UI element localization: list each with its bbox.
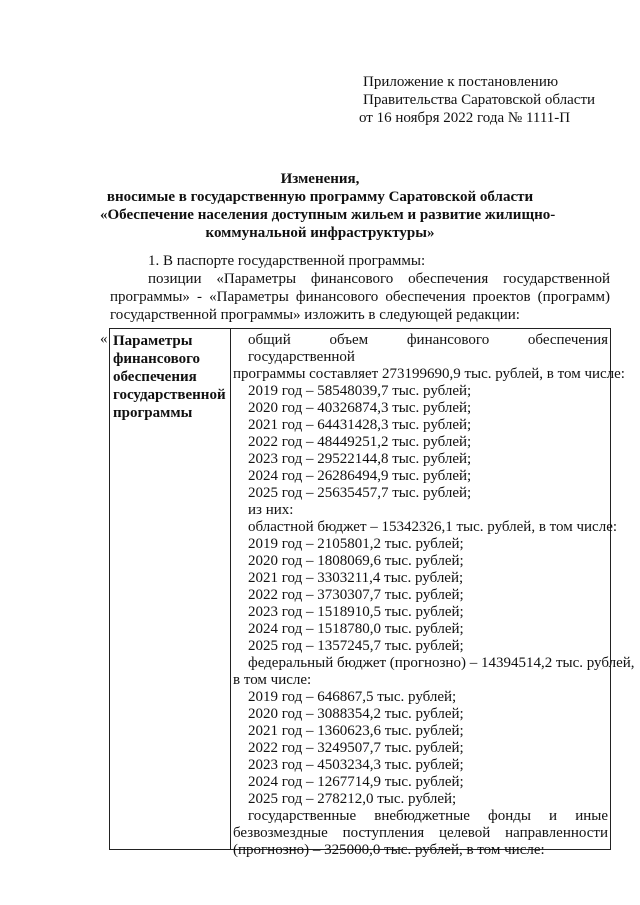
param-name-line: государственной bbox=[113, 387, 226, 403]
year-line: 2023 год – 4503234,3 тыс. рублей; bbox=[248, 757, 464, 773]
year-line: 2024 год – 1267714,9 тыс. рублей; bbox=[248, 774, 464, 790]
of-them-line: из них: bbox=[248, 502, 294, 518]
param-name-line: обеспечения bbox=[113, 369, 197, 385]
year-line: 2020 год – 3088354,2 тыс. рублей; bbox=[248, 706, 464, 722]
title-line: коммунальной инфраструктуры» bbox=[205, 225, 435, 241]
intro-item-1: 1. В паспорте государственной программы: bbox=[148, 253, 426, 269]
year-line: 2021 год – 64431428,3 тыс. рублей; bbox=[248, 417, 472, 433]
year-line: 2021 год – 3303211,4 тыс. рублей; bbox=[248, 570, 464, 586]
year-line: 2024 год – 26286494,9 тыс. рублей; bbox=[248, 468, 472, 484]
year-line: 2020 год – 1808069,6 тыс. рублей; bbox=[248, 553, 464, 569]
param-name-line: финансового bbox=[113, 351, 201, 367]
intro-text bbox=[110, 252, 610, 324]
year-line: 2020 год – 40326874,3 тыс. рублей; bbox=[248, 400, 472, 416]
appendix-line: от 16 ноября 2022 года № 1111-П bbox=[359, 110, 571, 126]
appendix-header bbox=[359, 73, 633, 127]
title-line: «Обеспечение населения доступным жильем и развитие жилищно- bbox=[100, 207, 556, 223]
year-line: 2025 год – 1357245,7 тыс. рублей; bbox=[248, 638, 464, 654]
column-divider bbox=[230, 329, 231, 849]
param-name-line: Параметры bbox=[113, 333, 193, 349]
offbudget-line: (прогнозно) – 325000,0 тыс. рублей, в том числе: bbox=[233, 842, 545, 858]
year-line: 2023 год – 1518910,5 тыс. рублей; bbox=[248, 604, 464, 620]
year-line: 2022 год – 48449251,2 тыс. рублей; bbox=[248, 434, 472, 450]
param-name-line: программы bbox=[113, 405, 193, 421]
regional-budget-line: областной бюджет – 15342326,1 тыс. рублей, в том числе: bbox=[248, 519, 618, 535]
year-line: 2022 год – 3249507,7 тыс. рублей; bbox=[248, 740, 464, 756]
year-line: 2023 год – 29522144,8 тыс. рублей; bbox=[248, 451, 472, 467]
year-line: 2019 год – 2105801,2 тыс. рублей; bbox=[248, 536, 464, 552]
year-line: 2021 год – 1360623,6 тыс. рублей; bbox=[248, 723, 464, 739]
federal-budget-line: в том числе: bbox=[233, 672, 312, 688]
year-line: 2019 год – 646867,5 тыс. рублей; bbox=[248, 689, 457, 705]
parameters-table bbox=[109, 328, 635, 858]
offbudget-line: безвозмездные поступления целевой направленности bbox=[233, 825, 608, 841]
document-title bbox=[100, 170, 556, 242]
year-line: 2025 год – 25635457,7 тыс. рублей; bbox=[248, 485, 472, 501]
total-line: программы составляет 273199690,9 тыс. рублей, в том числе: bbox=[233, 366, 625, 382]
appendix-line: Правительства Саратовской области bbox=[363, 92, 596, 108]
federal-budget-line: федеральный бюджет (прогнозно) – 14394514,2 тыс. рублей, bbox=[248, 655, 635, 671]
total-line: общий объем финансового обеспечения государственной bbox=[248, 332, 608, 365]
intro-item-2: позиции «Параметры финансового обеспечения государственной программы» - «Параметры финансового обеспечения проектов (программ) государственной программы» изложить в следующей редакции: bbox=[110, 271, 610, 323]
offbudget-line: государственные внебюджетные фонды и иные bbox=[248, 808, 608, 824]
title-line: вносимые в государственную программу Саратовской области bbox=[106, 189, 534, 205]
year-line: 2019 год – 58548039,7 тыс. рублей; bbox=[248, 383, 472, 399]
appendix-line: Приложение к постановлению bbox=[363, 74, 559, 90]
title-line: Изменения, bbox=[280, 171, 360, 187]
year-line: 2022 год – 3730307,7 тыс. рублей; bbox=[248, 587, 464, 603]
year-line: 2025 год – 278212,0 тыс. рублей; bbox=[248, 791, 457, 807]
param-value-cell bbox=[233, 332, 635, 859]
param-name-cell bbox=[113, 332, 228, 422]
opening-quote: « bbox=[100, 331, 108, 347]
year-line: 2024 год – 1518780,0 тыс. рублей; bbox=[248, 621, 464, 637]
